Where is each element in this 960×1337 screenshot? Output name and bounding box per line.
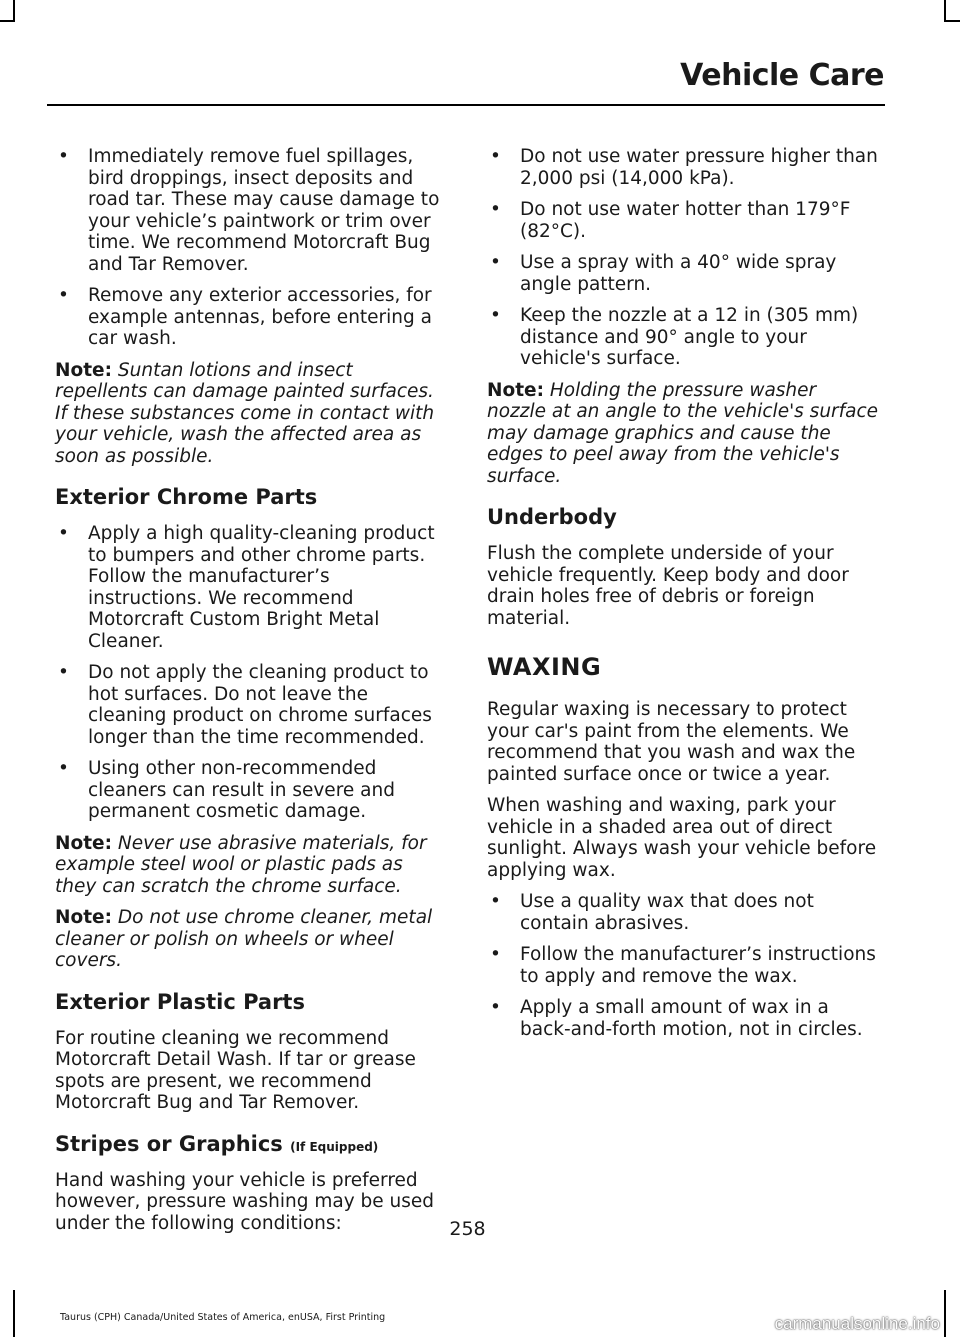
heading-stripes-graphics: Stripes or Graphics (If Equipped) [55,1131,379,1156]
list-item: • Apply a small amount of wax in a back-and-forth motion, not in circles. [490,997,863,1040]
list-item: • Do not apply the cleaning product to hot surfaces. Do not leave the cleaning product on chrome surfaces longer than the time recommended. [58,662,432,748]
note-chrome-cleaner: Note: Do not use chrome cleaner, metal cleaner or polish on wheels or wheel covers. [55,907,433,971]
bullet-icon: • [490,199,501,220]
note-abrasive: Note: Never use abrasive materials, for example steel wool or plastic pads as they can scratch the chrome surface. [55,832,427,897]
left-bullet-list-2 [55,523,447,823]
list-item: • Remove any exterior accessories, for example antennas, before entering a car wash. [58,285,432,349]
list-item: • Follow the manufacturer’s instructions to apply and remove the wax. [490,944,876,987]
right-bullet-list-1 [487,146,880,370]
crop-mark-bottom-right-v [944,1290,946,1337]
paragraph-underbody: Flush the complete underside of your vehicle frequently. Keep body and door drain holes free of debris or foreign material. [487,543,849,629]
bullet-icon: • [490,252,501,273]
list-item: • Use a quality wax that does not contain abrasives. [490,891,814,934]
crop-mark-top-left-h [0,20,15,22]
bullet-icon: • [58,758,69,779]
bullet-icon: • [58,523,69,544]
watermark[interactable]: carmanualsonline.info [774,1314,940,1333]
note-suntan: Note: Suntan lotions and insect repellents can damage painted surfaces. If these substances come in contact with your vehicle, wash the affected area as soon as possible. [55,359,435,467]
crop-mark-bottom-left-v [13,1290,15,1337]
crop-mark-top-right-h [944,20,960,22]
header-divider [47,104,885,106]
heading-underbody: Underbody [487,505,617,529]
paragraph-waxing-2: When washing and waxing, park your vehicle in a shaded area out of direct sunlight. Always wash your vehicle before applying wax. [487,795,877,881]
right-bullet-list-2 [487,891,880,1040]
bullet-icon: • [490,997,501,1018]
list-item: • Use a spray with a 40° wide spray angle pattern. [490,252,837,295]
bullet-icon: • [490,146,501,167]
left-bullet-list-1 [55,146,447,350]
paragraph-plastic: For routine cleaning we recommend Motorcraft Detail Wash. If tar or grease spots are present, we recommend Motorcraft Bug and Tar Remover. [55,1027,416,1113]
bullet-icon: • [58,146,69,167]
list-item: • Using other non-recommended cleaners can result in severe and permanent cosmetic damage. [58,758,395,822]
page-title: Vehicle Care [680,58,884,93]
paragraph-stripes: Hand washing your vehicle is preferred however, pressure washing may be used under the following conditions: [55,1169,435,1234]
heading-exterior-plastic: Exterior Plastic Parts [55,989,305,1014]
note-pressure-washer: Note: Holding the pressure washer nozzle at an angle to the vehicle's surface may damage graphics and cause the edges to peel away from the vehicle's surface. [487,379,879,487]
heading-waxing: WAXING [487,653,602,681]
heading-exterior-chrome: Exterior Chrome Parts [55,485,318,509]
list-item: • Do not use water pressure higher than 2,000 psi (14,000 kPa). [490,146,878,189]
bullet-icon: • [490,944,501,965]
bullet-icon: • [58,285,69,306]
list-item: • Apply a high quality-cleaning product to bumpers and other chrome parts. Follow the manufacturer’s instructions. We recommend Motorcraft Custom Bright Metal Cleaner. [58,523,435,652]
bullet-icon: • [58,662,69,683]
list-item: • Do not use water hotter than 179°F (82°C). [490,199,851,242]
paragraph-waxing-1: Regular waxing is necessary to protect your car's paint from the elements. We recommend that you wash and wax the painted surface once or twice a year. [487,699,856,785]
crop-mark-top-left-v [13,0,15,20]
bullet-icon: • [490,891,501,912]
right-column [487,146,880,1050]
left-column [55,146,447,1244]
footer-text: Taurus (CPH) Canada/United States of America, enUSA, First Printing [60,1312,386,1323]
crop-mark-top-right-v [944,0,946,20]
bullet-icon: • [490,305,501,326]
page-number: 258 [449,1218,486,1240]
list-item: • Immediately remove fuel spillages, bird droppings, insect deposits and road tar. These may cause damage to your vehicle’s paintwork or trim over time. We recommend Motorcraft Bug and Tar Remover. [58,146,440,275]
list-item: • Keep the nozzle at a 12 in (305 mm) distance and 90° angle to your vehicle's surface. [490,305,859,369]
